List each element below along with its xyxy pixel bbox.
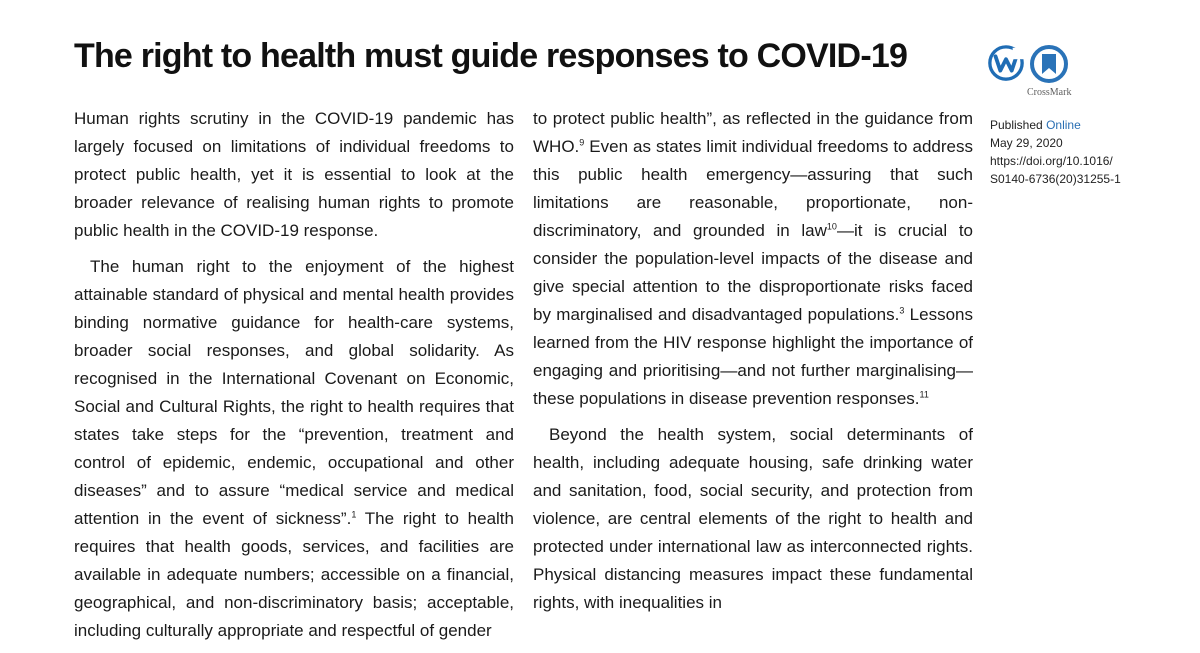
reference-1[interactable]: 1 bbox=[351, 509, 357, 520]
paragraph-2-text-a: The human right to the enjoyment of the highest attainable standard of physical and mental health provides binding normative guidance for health-care systems, broader social responses, and global solidarity. As recognised in the International Covenant on Economic, Social and Cultural Rights, the right to health requires that states take steps for the “prevention, treatment and control of epidemic, endemic, occupational and other diseases” and to assure “medical service and medical attention in the event of sickness”. bbox=[74, 257, 514, 528]
reference-10[interactable]: 10 bbox=[826, 221, 837, 232]
article-title: The right to health must guide responses to COVID-19 bbox=[74, 37, 908, 75]
paragraph-4: Beyond the health system, social determinants of health, including adequate housing, safe drinking water and sanitation, food, social security, and protection from violence, are central elements of the right to health and protected under international law as interconnected rights. Physical distancing measures impact these fundamental rights, with inequalities in bbox=[533, 425, 973, 612]
publication-date: May 29, 2020 bbox=[990, 136, 1063, 150]
publication-info bbox=[990, 116, 1190, 188]
published-label: Published bbox=[990, 118, 1043, 132]
doi-link-line2[interactable]: S0140-6736(20)31255-1 bbox=[990, 172, 1121, 186]
paragraph-3-text-d: Lessons learned from the HIV response highlight the importance of engaging and prioritising—and not further marginalising—these populations in disease prevention responses. bbox=[533, 305, 973, 408]
online-label: Online bbox=[1046, 118, 1081, 132]
paragraph-2 bbox=[74, 253, 514, 645]
paragraph-2-text-b: The right to health requires that health goods, services, and facilities are available in adequate numbers; accessible on a financial, geographical, and non-discriminatory basis; acceptable, including culturally appropriate and respectful of gender bbox=[74, 509, 514, 640]
paragraph-3 bbox=[533, 105, 973, 413]
wiley-logo-icon[interactable] bbox=[987, 44, 1025, 82]
paragraph-3-text-b: Even as states limit individual freedoms to address this public health emergency—assuring that such limitations are reasonable, proportionate, non-discriminatory, and grounded in law bbox=[533, 137, 973, 240]
paragraph-3-text-a: to protect public health”, as reflected in the guidance from WHO. bbox=[533, 109, 973, 156]
paragraph-1: Human rights scrutiny in the COVID-19 pandemic has largely focused on limitations of individual freedoms to protect public health, yet it is essential to look at the broader relevance of realising human rights to promote public health in the COVID-19 response. bbox=[74, 109, 514, 240]
reference-3[interactable]: 3 bbox=[899, 305, 905, 316]
paragraph-3-text-c: —it is crucial to consider the population-level impacts of the disease and give special attention to the disproportionate risks faced by marginalised and disadvantaged populations. bbox=[533, 221, 974, 324]
crossmark-label: CrossMark bbox=[1027, 87, 1072, 98]
body-column-right bbox=[533, 105, 973, 625]
crossmark-icon[interactable] bbox=[1029, 44, 1069, 84]
reference-9[interactable]: 9 bbox=[579, 137, 585, 148]
doi-link-line1[interactable]: https://doi.org/10.1016/ bbox=[990, 154, 1113, 168]
logo-group bbox=[985, 40, 1095, 110]
reference-11[interactable]: 11 bbox=[919, 389, 929, 400]
body-column-left bbox=[74, 105, 514, 653]
published-line bbox=[990, 116, 1190, 134]
